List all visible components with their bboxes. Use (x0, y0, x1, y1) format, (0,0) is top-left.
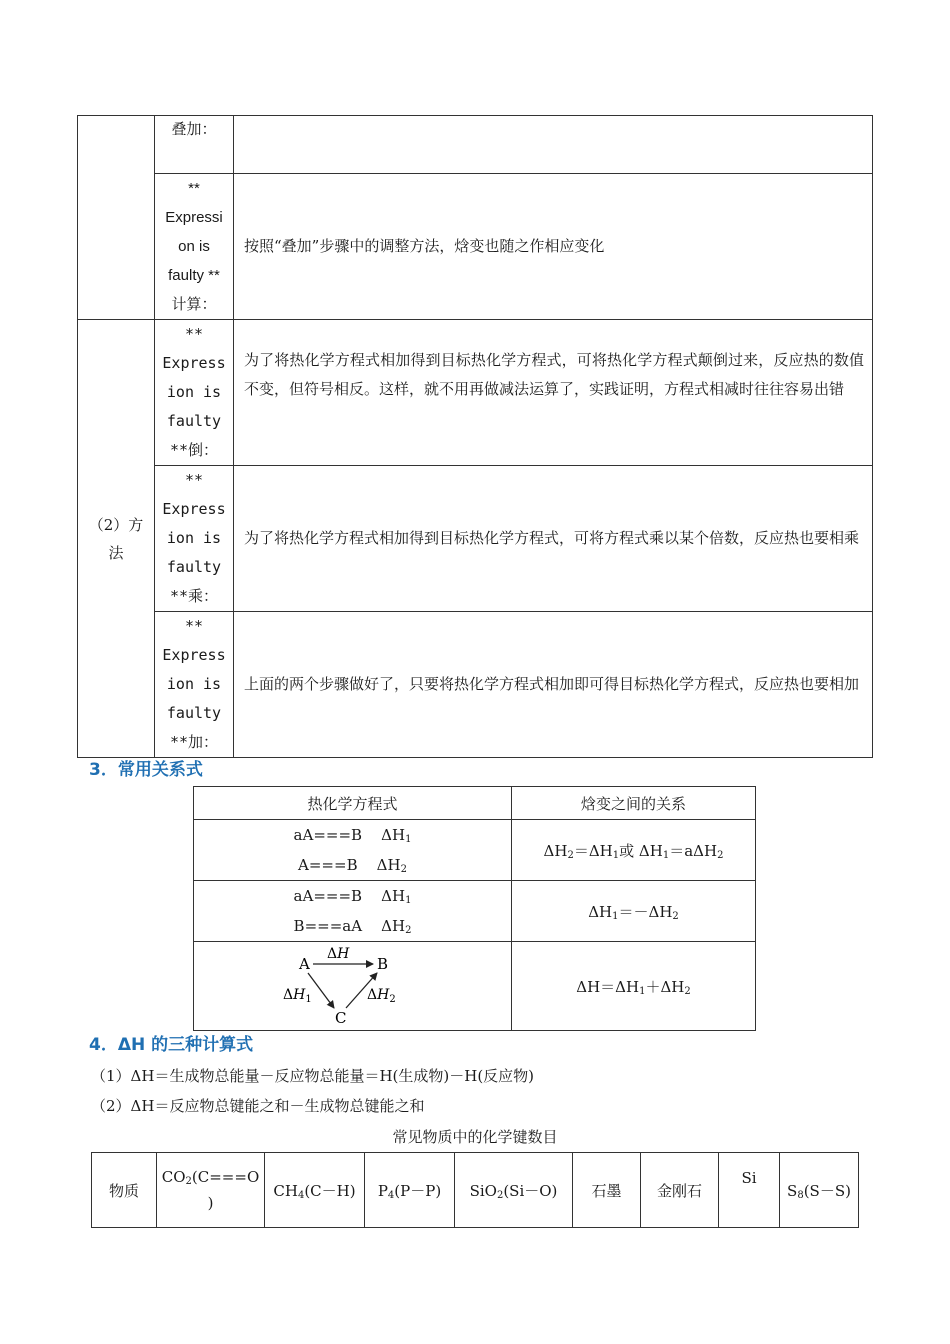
node-a: A (298, 955, 310, 973)
content-reverse: 为了将热化学方程式相加得到目标热化学方程式，可将热化学方程式颠倒过来，反应热的数值不变，但符号相反。这样，就不用再做减法运算了，实践证明，方程式相减时往往容易出错 (234, 320, 873, 466)
relation-table (193, 786, 756, 1031)
label-multiply: ** Express ion is faulty **乘： (155, 466, 234, 612)
label-add: ** Express ion is faulty **加： (155, 612, 234, 758)
bond-header-co2: $CO_2(C===O$ ) (157, 1153, 265, 1228)
node-c: C (334, 1009, 346, 1027)
row1-equations: aA===B $\Delta H_1$ A===B $\Delta H_2$ (194, 820, 512, 881)
bond-header-s8: $S_8(S-S)$ (780, 1153, 859, 1228)
label-overlay: 叠加： (155, 116, 234, 174)
bond-table (91, 1152, 859, 1228)
label-top: ΔH (326, 946, 349, 962)
formula-line-1: （1）ΔH＝生成物总能量－反应物总能量＝H(生成物)－H(反应物) (91, 1067, 535, 1085)
bond-header-diamond: 金刚石 (641, 1153, 719, 1228)
row1-relation: $\Delta H_2=\Delta H_1$或 $\Delta H_1=a\Delta H_2$ (512, 820, 756, 881)
label-right: $\Delta H_2$ (366, 987, 396, 1005)
node-b: B (376, 955, 388, 973)
bond-header-ch4: $CH_4(C-H)$ (265, 1153, 365, 1228)
row3-relation: $\Delta H=\Delta H_1+\Delta H_2$ (512, 942, 756, 1031)
bond-header-substance: 物质 (92, 1153, 157, 1228)
header-relation: 焓变之间的关系 (512, 787, 756, 820)
section-4-title: 4．ΔH 的三种计算式 (89, 1035, 254, 1055)
row2-relation: $\Delta H_1=-\Delta H_2$ (512, 881, 756, 942)
content-add: 上面的两个步骤做好了，只要将热化学方程式相加即可得目标热化学方程式，反应热也要相加 (234, 612, 873, 758)
formula-line-2: （2）ΔH＝反应物总键能之和－生成物总键能之和 (91, 1097, 425, 1115)
content-multiply: 为了将热化学方程式相加得到目标热化学方程式，可将方程式乘以某个倍数，反应热也要相乘 (234, 466, 873, 612)
hess-cycle-diagram (283, 944, 423, 1028)
method-table (77, 115, 873, 758)
bond-table-caption: 常见物质中的化学键数目 (392, 1128, 558, 1146)
blank-category-cell (78, 116, 155, 320)
bond-header-p4: $P_4(P-P)$ (365, 1153, 455, 1228)
arrow-a-to-c (308, 973, 334, 1008)
row3-diagram-cell (194, 942, 512, 1031)
content-overlay (234, 116, 873, 174)
label-reverse: ** Express ion is faulty **倒： (155, 320, 234, 466)
label-calc: ** Expressi on is faulty ** 计算： (155, 174, 234, 320)
method-label: （2）方 法 (78, 320, 155, 758)
header-equation: 热化学方程式 (194, 787, 512, 820)
label-left: $\Delta H_1$ (282, 987, 312, 1005)
bond-header-graphite: 石墨 (573, 1153, 641, 1228)
row2-equations: aA===B $\Delta H_1$ B===aA $\Delta H_2$ (194, 881, 512, 942)
bond-header-sio2: SiO$_2$(Si－O) (455, 1153, 573, 1228)
section-3-title: 3．常用关系式 (89, 760, 203, 780)
bond-header-si: Si (719, 1153, 780, 1228)
content-calc: 按照“叠加”步骤中的调整方法，焓变也随之作相应变化 (234, 174, 873, 320)
